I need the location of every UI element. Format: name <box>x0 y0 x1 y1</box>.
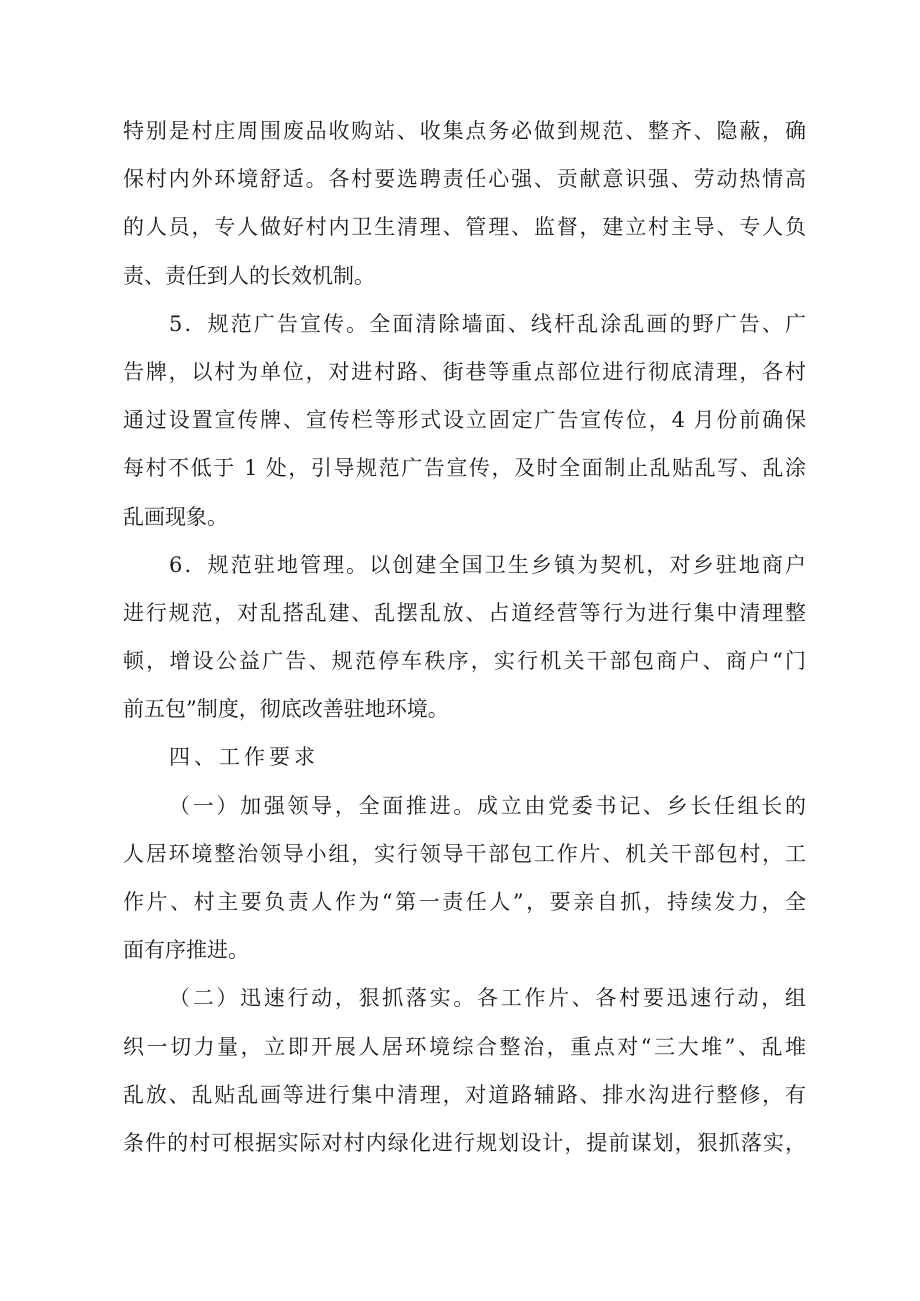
text-line: 责、责任到人的长效机制。 <box>123 263 375 288</box>
paragraph-requirement-1 <box>123 791 806 984</box>
paragraph-requirement-2 <box>123 983 806 1176</box>
text-line: 5．规范广告宣传。全面清除墙面、线杆乱涂乱画的野广告、广 <box>169 311 806 336</box>
section-heading-work-requirements <box>123 742 806 790</box>
text-line: 的人员，专人做好村内卫生清理、管理、监督，建立村主导、专人负 <box>123 215 806 240</box>
text-line: 每村不低于 1 处，引导规范广告宣传，及时全面制止乱贴乱写、乱涂 <box>123 456 806 481</box>
paragraph-item-5 <box>123 309 806 550</box>
document-page <box>123 116 806 1176</box>
text-line: 保村内外环境舒适。各村要选聘责任心强、贡献意识强、劳动热情高 <box>123 167 806 192</box>
text-line: 面有序推进。 <box>123 938 249 963</box>
text-line: （二）迅速行动，狠抓落实。各工作片、各村要迅速行动，组 <box>169 986 806 1011</box>
text-line: 告牌，以村为单位，对进村路、街巷等重点部位进行彻底清理，各村 <box>123 359 806 384</box>
text-line: 条件的村可根据实际对村内绿化进行规划设计，提前谋划，狠抓落实， <box>123 1130 806 1155</box>
text-line: 通过设置宣传牌、宣传栏等形式设立固定广告宣传位，4 月份前确保 <box>123 408 806 433</box>
text-line: 乱放、乱贴乱画等进行集中清理，对道路辅路、排水沟进行整修，有 <box>123 1082 806 1107</box>
paragraph-continuation <box>123 116 806 309</box>
text-line: 进行规范，对乱搭乱建、乱摆乱放、占道经营等行为进行集中清理整 <box>123 600 806 625</box>
text-line: 人居环境整治领导小组，实行领导干部包工作片、机关干部包村，工 <box>123 841 806 866</box>
text-line: 织一切力量，立即开展人居环境综合整治，重点对“三大堆”、乱堆 <box>123 1034 806 1059</box>
text-line: 乱画现象。 <box>123 504 228 529</box>
paragraph-item-6 <box>123 550 806 743</box>
text-line: 6．规范驻地管理。以创建全国卫生乡镇为契机，对乡驻地商户 <box>169 552 806 577</box>
text-line: （一）加强领导，全面推进。成立由党委书记、乡长任组长的 <box>169 793 806 818</box>
text-line: 顿，增设公益广告、规范停车秩序，实行机关干部包商户、商户“门 <box>123 649 806 674</box>
text-line: 特别是村庄周围废品收购站、收集点务必做到规范、整齐、隐蔽，确 <box>123 119 806 143</box>
text-line: 前五包”制度，彻底改善驻地环境。 <box>123 697 449 722</box>
text-line: 作片、村主要负责人作为“第一责任人”，要亲自抓，持续发力，全 <box>123 890 806 914</box>
section-heading-text: 四、工作要求 <box>169 745 319 770</box>
